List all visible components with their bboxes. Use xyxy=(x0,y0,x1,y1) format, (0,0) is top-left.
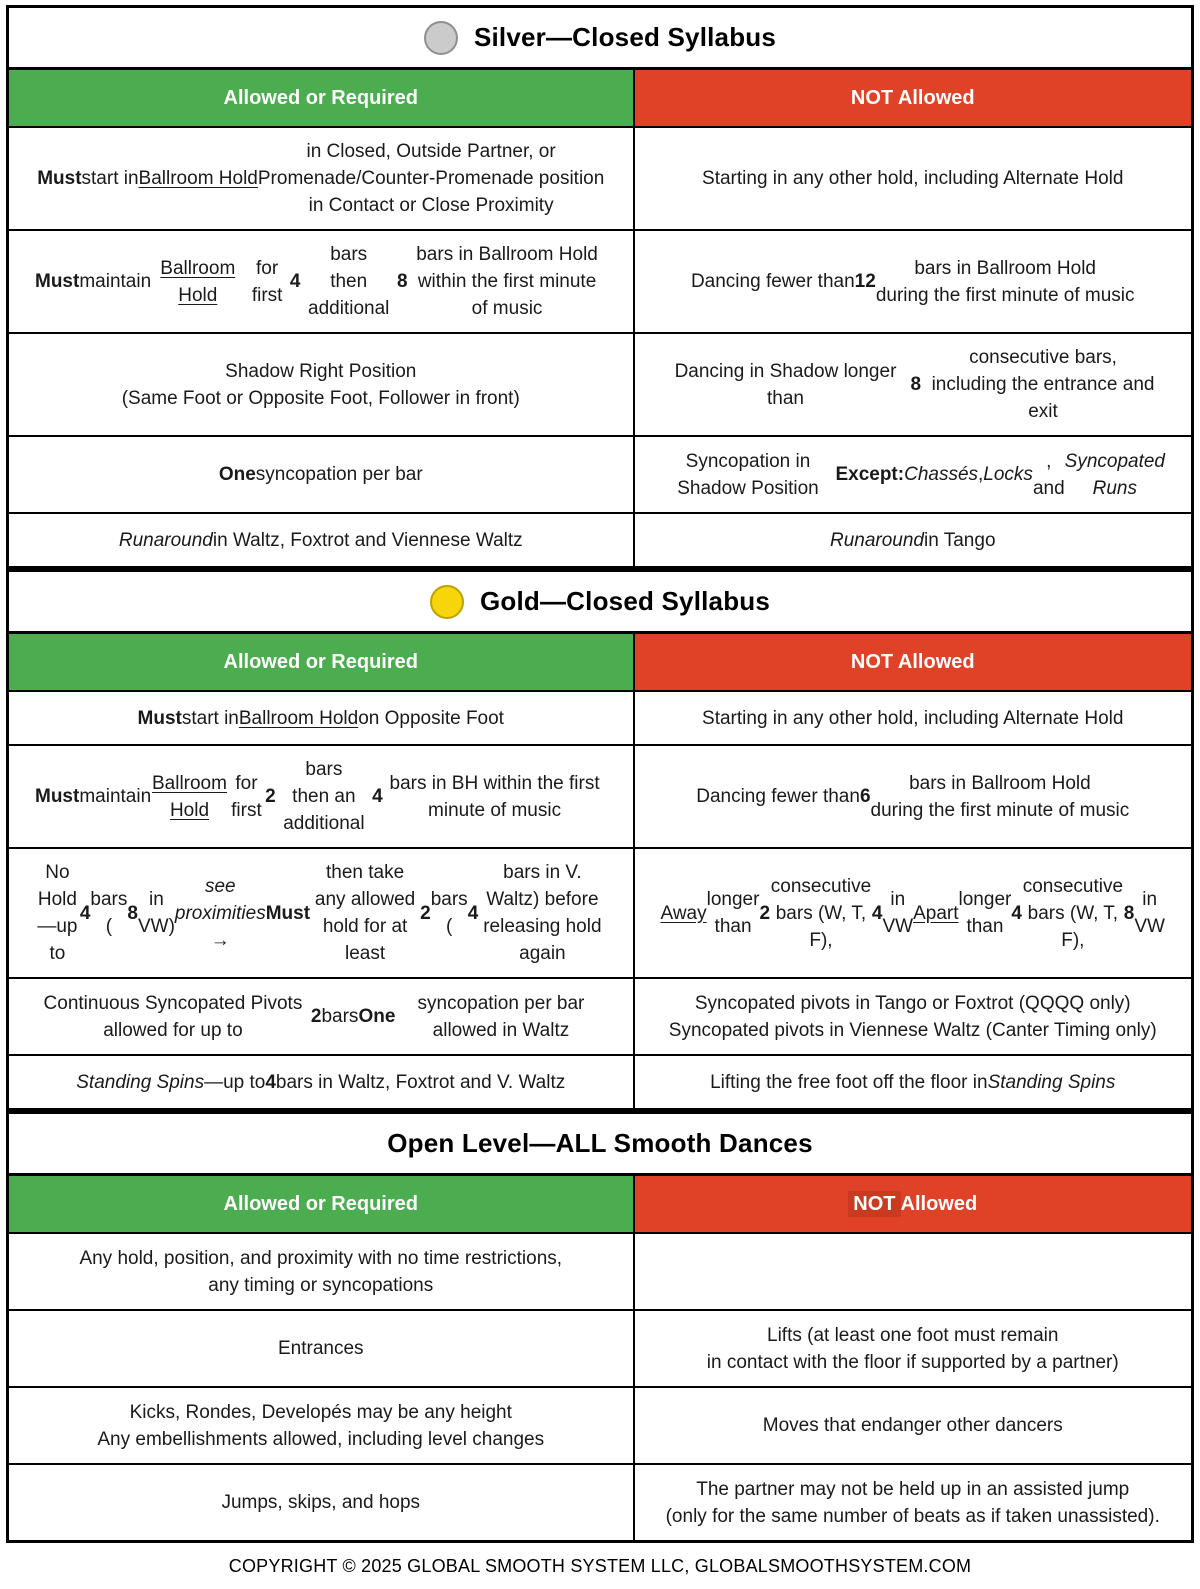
allowed-cell: Must maintain Ballroom Hold for first 4 bars then additional 8 bars in Ballroom Hold within the first minute of music xyxy=(9,231,633,332)
not-allowed-cell: Dancing fewer than 6 bars in Ballroom Hold during the first minute of music xyxy=(635,746,1192,847)
allowed-cell: Entrances xyxy=(9,1311,633,1386)
not-allowed-cell: Starting in any other hold, including Alternate Hold xyxy=(635,128,1192,229)
not-allowed-cell: Syncopated pivots in Tango or Foxtrot (QQQQ only) Syncopated pivots in Viennese Waltz (Canter Timing only) xyxy=(635,979,1192,1054)
silver-title-band xyxy=(9,8,1191,70)
copyright-footer: COPYRIGHT © 2025 GLOBAL SMOOTH SYSTEM LLC, GLOBALSMOOTHSYSTEM.COM xyxy=(228,1555,972,1576)
gold-circle-icon xyxy=(430,585,464,619)
allowed-cell: Must start in Ballroom Hold in Closed, Outside Partner, or Promenade/Counter-Promenade position in Contact or Close Proximity xyxy=(9,128,633,229)
open-level-section xyxy=(6,1111,1194,1543)
gold-title-band xyxy=(9,572,1191,634)
not-allowed-cell: Starting in any other hold, including Alternate Hold xyxy=(635,692,1192,744)
allowed-cell: Continuous Syncopated Pivots allowed for up to 2 bars One syncopation per bar allowed in Waltz xyxy=(9,979,633,1054)
not-allowed-cell: Moves that endanger other dancers xyxy=(635,1388,1192,1463)
open-level-section-title: Open Level—ALL Smooth Dances xyxy=(387,1128,813,1158)
not-allowed-header: NOT Allowed xyxy=(635,70,1192,126)
allowed-cell: One syncopation per bar xyxy=(9,437,633,512)
not-allowed-header: NOT Allowed xyxy=(635,634,1192,690)
silver-table xyxy=(9,70,1191,566)
allowed-cell: Any hold, position, and proximity with no time restrictions, any timing or syncopations xyxy=(9,1234,633,1309)
not-allowed-cell: Dancing in Shadow longer than 8 consecutive bars, including the entrance and exit xyxy=(635,334,1192,435)
gold-section-title: Gold—Closed Syllabus xyxy=(479,586,771,616)
allowed-cell: No Hold—up to 4 bars ( 8 in VW) see proximities → Must then take any allowed hold for at least 2 bars ( 4 bars in V. Waltz) before releasing hold again xyxy=(9,849,633,977)
not-allowed-cell: The partner may not be held up in an assisted jump (only for the same number of beats as if taken unassisted). xyxy=(635,1465,1192,1540)
not-allowed-header: NOT Allowed xyxy=(635,1176,1192,1232)
silver-section-title: Silver—Closed Syllabus xyxy=(473,22,777,52)
allowed-cell: Kicks, Rondes, Developés may be any height Any embellishments allowed, including level changes xyxy=(9,1388,633,1463)
allowed-cell: Jumps, skips, and hops xyxy=(9,1465,633,1540)
not-allowed-cell xyxy=(635,1234,1192,1309)
not-allowed-cell: Away longer than 2 consecutive bars (W, T, F), 4 in VW Apart longer than 4 consecutive bars (W, T, F), 8 in VW xyxy=(635,849,1192,977)
gold-table xyxy=(9,634,1191,1108)
allowed-cell: Standing Spins —up to 4 bars in Waltz, Foxtrot and V. Waltz xyxy=(9,1056,633,1108)
allowed-header: Allowed or Required xyxy=(9,70,633,126)
gold-section xyxy=(6,569,1194,1111)
allowed-header: Allowed or Required xyxy=(9,634,633,690)
not-allowed-cell: Lifts (at least one foot must remain in contact with the floor if supported by a partner) xyxy=(635,1311,1192,1386)
not-allowed-cell: Lifting the free foot off the floor in Standing Spins xyxy=(635,1056,1192,1108)
not-allowed-cell: Runaround in Tango xyxy=(635,514,1192,566)
not-allowed-cell: Syncopation in Shadow Position Except: Chassés , Locks , and Syncopated Runs xyxy=(635,437,1192,512)
allowed-cell: Runaround in Waltz, Foxtrot and Viennese Waltz xyxy=(9,514,633,566)
silver-circle-icon xyxy=(424,21,458,55)
open-level-table xyxy=(9,1176,1191,1540)
allowed-cell: Must maintain Ballroom Hold for first 2 bars then an additional 4 bars in BH within the first minute of music xyxy=(9,746,633,847)
allowed-cell: Shadow Right Position (Same Foot or Opposite Foot, Follower in front) xyxy=(9,334,633,435)
allowed-header: Allowed or Required xyxy=(9,1176,633,1232)
open-level-title-band xyxy=(9,1114,1191,1176)
silver-section xyxy=(6,5,1194,569)
not-allowed-cell: Dancing fewer than 12 bars in Ballroom Hold during the first minute of music xyxy=(635,231,1192,332)
allowed-cell: Must start in Ballroom Hold on Opposite Foot xyxy=(9,692,633,744)
